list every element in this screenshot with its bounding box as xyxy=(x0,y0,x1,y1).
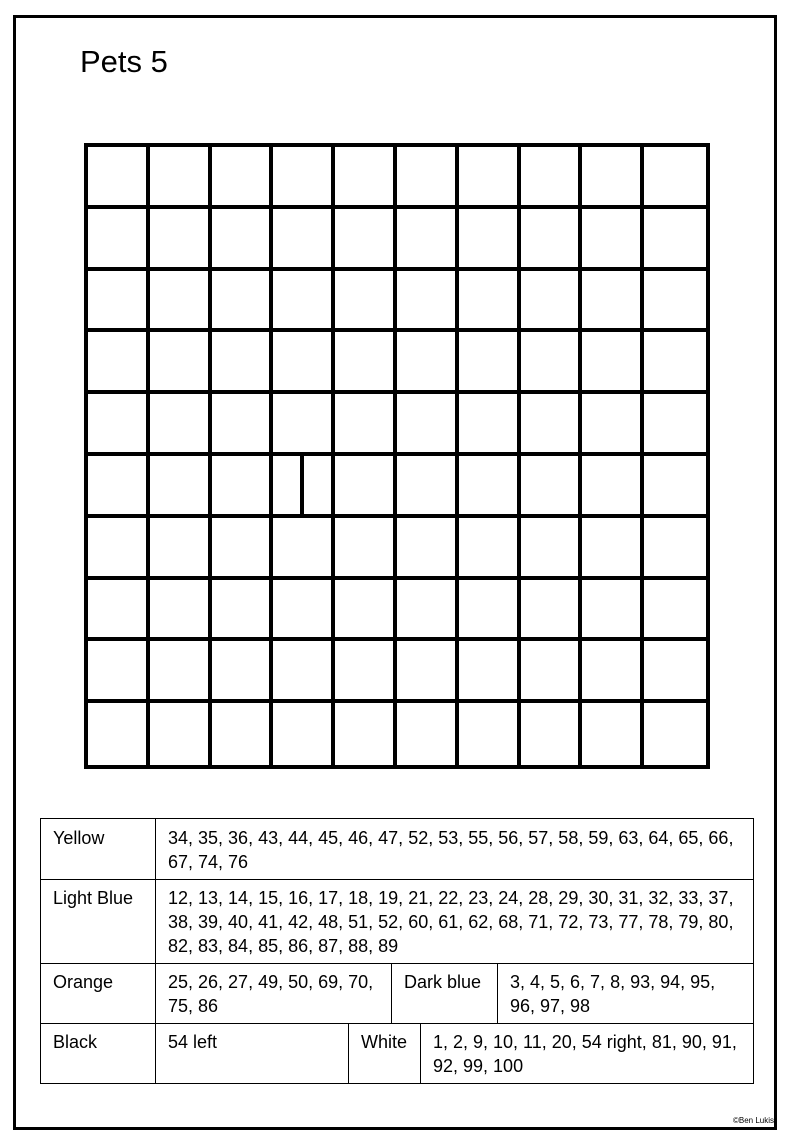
grid-cell xyxy=(459,332,521,394)
orange-label: Orange xyxy=(53,972,114,992)
grid-cell xyxy=(644,518,706,580)
grid-cell xyxy=(150,703,212,765)
black-label: Black xyxy=(53,1032,98,1052)
grid-cell xyxy=(150,209,212,271)
grid-cell xyxy=(273,147,335,209)
grid-cell xyxy=(212,703,274,765)
grid-cell xyxy=(212,518,274,580)
key-row-light-blue xyxy=(41,879,753,964)
key-row-black-white xyxy=(41,1023,753,1083)
yellow-values: 34, 35, 36, 43, 44, 45, 46, 47, 52, 53, 55, 56, 57, 58, 59, 63, 64, 65, 66, 67, 74, 76 xyxy=(155,819,753,879)
grid-cell xyxy=(335,271,397,333)
hundred-grid xyxy=(84,143,710,769)
grid-cell xyxy=(335,394,397,456)
grid-cell xyxy=(644,209,706,271)
grid-cell xyxy=(521,271,583,333)
grid-cell xyxy=(273,271,335,333)
grid-cell xyxy=(335,209,397,271)
grid-cell xyxy=(273,518,335,580)
grid-cell xyxy=(459,518,521,580)
yellow-label: Yellow xyxy=(53,828,105,848)
grid-cell xyxy=(521,332,583,394)
grid-cell xyxy=(644,703,706,765)
key-row-orange-dark-blue xyxy=(41,963,753,1024)
grid-cell xyxy=(582,518,644,580)
grid-cell xyxy=(212,394,274,456)
grid-cell xyxy=(88,209,150,271)
grid-cell xyxy=(397,518,459,580)
grid-cell xyxy=(582,703,644,765)
page-title: Pets 5 xyxy=(80,44,168,79)
grid-cell xyxy=(335,147,397,209)
grid-cell xyxy=(150,394,212,456)
grid-cell xyxy=(521,456,583,518)
grid-cell xyxy=(150,271,212,333)
grid-cell xyxy=(88,332,150,394)
grid-cell xyxy=(335,456,397,518)
grid-cell xyxy=(150,147,212,209)
black-values: 54 left xyxy=(155,1023,348,1083)
grid-cell xyxy=(397,147,459,209)
dark-blue-label: Dark blue xyxy=(391,963,497,1023)
grid-cell xyxy=(335,580,397,642)
grid-cell xyxy=(582,641,644,703)
grid-cell xyxy=(335,332,397,394)
grid-cell xyxy=(644,394,706,456)
grid-cell xyxy=(88,271,150,333)
orange-values: 25, 26, 27, 49, 50, 69, 70, 75, 86 xyxy=(155,963,391,1023)
grid-cell xyxy=(521,580,583,642)
grid-cell xyxy=(335,641,397,703)
grid-cell xyxy=(644,147,706,209)
grid-cell xyxy=(397,456,459,518)
grid-cell xyxy=(88,518,150,580)
grid-cell xyxy=(273,456,335,518)
grid-cell xyxy=(644,580,706,642)
light-blue-values: 12, 13, 14, 15, 16, 17, 18, 19, 21, 22, 23, 24, 28, 29, 30, 31, 32, 33, 37, 38, 39, 40, 41, 42, 48, 51, 52, 60, 61, 62, 68, 71, 72, 73, 77, 78, 79, 80, 82, 83, 84, 85, 86, 87, 88, 89 xyxy=(155,879,753,963)
grid-cell xyxy=(397,703,459,765)
grid-cell xyxy=(397,271,459,333)
grid-cell xyxy=(459,456,521,518)
grid-cell xyxy=(212,641,274,703)
grid-cell xyxy=(88,394,150,456)
grid-cell xyxy=(459,580,521,642)
grid-cell xyxy=(521,147,583,209)
dark-blue-values: 3, 4, 5, 6, 7, 8, 93, 94, 95, 96, 97, 98 xyxy=(497,963,753,1023)
grid-cell xyxy=(644,271,706,333)
grid-cell xyxy=(212,147,274,209)
grid-cell xyxy=(582,332,644,394)
grid-cell xyxy=(521,641,583,703)
grid-cell xyxy=(397,209,459,271)
grid-cell xyxy=(88,580,150,642)
grid-cell xyxy=(273,580,335,642)
grid-cell xyxy=(273,209,335,271)
grid-cell xyxy=(212,456,274,518)
grid-cell xyxy=(459,147,521,209)
grid-cell xyxy=(212,271,274,333)
light-blue-label: Light Blue xyxy=(53,888,134,908)
grid-cell xyxy=(273,641,335,703)
grid-cell xyxy=(150,332,212,394)
grid-cell xyxy=(397,641,459,703)
grid-cell xyxy=(582,209,644,271)
grid-cell xyxy=(521,518,583,580)
grid-cell xyxy=(459,394,521,456)
grid-cell xyxy=(397,332,459,394)
grid-cell xyxy=(459,703,521,765)
grid-cell xyxy=(335,703,397,765)
copyright-text: ©Ben Lukis xyxy=(732,1116,774,1125)
grid-cell xyxy=(88,147,150,209)
grid-cell xyxy=(582,271,644,333)
grid-cell xyxy=(582,456,644,518)
color-key-table xyxy=(40,818,754,1084)
grid-cell xyxy=(150,641,212,703)
grid-cell xyxy=(582,147,644,209)
cell-split-line xyxy=(300,456,304,514)
grid-cell xyxy=(88,641,150,703)
grid-cell xyxy=(212,209,274,271)
white-label: White xyxy=(348,1023,420,1083)
grid-cell xyxy=(150,518,212,580)
grid-cell xyxy=(459,209,521,271)
grid-cell xyxy=(459,271,521,333)
grid-cell xyxy=(150,580,212,642)
grid-cell xyxy=(397,394,459,456)
grid-cell xyxy=(397,580,459,642)
grid-cell xyxy=(459,641,521,703)
grid-cell xyxy=(521,394,583,456)
grid-cell xyxy=(212,332,274,394)
grid-cell xyxy=(644,332,706,394)
grid-cell xyxy=(212,580,274,642)
grid-cell xyxy=(521,703,583,765)
grid-cell xyxy=(582,394,644,456)
white-values: 1, 2, 9, 10, 11, 20, 54 right, 81, 90, 91, 92, 99, 100 xyxy=(420,1023,753,1083)
grid-cell xyxy=(273,394,335,456)
grid-cell xyxy=(521,209,583,271)
grid-cell xyxy=(88,703,150,765)
grid-cell xyxy=(273,332,335,394)
grid-cell xyxy=(335,518,397,580)
grid-cell xyxy=(150,456,212,518)
grid-cell xyxy=(273,703,335,765)
grid-cell xyxy=(582,580,644,642)
grid-cell xyxy=(644,641,706,703)
grid-cell xyxy=(644,456,706,518)
grid-cell xyxy=(88,456,150,518)
key-row-yellow xyxy=(41,819,753,880)
